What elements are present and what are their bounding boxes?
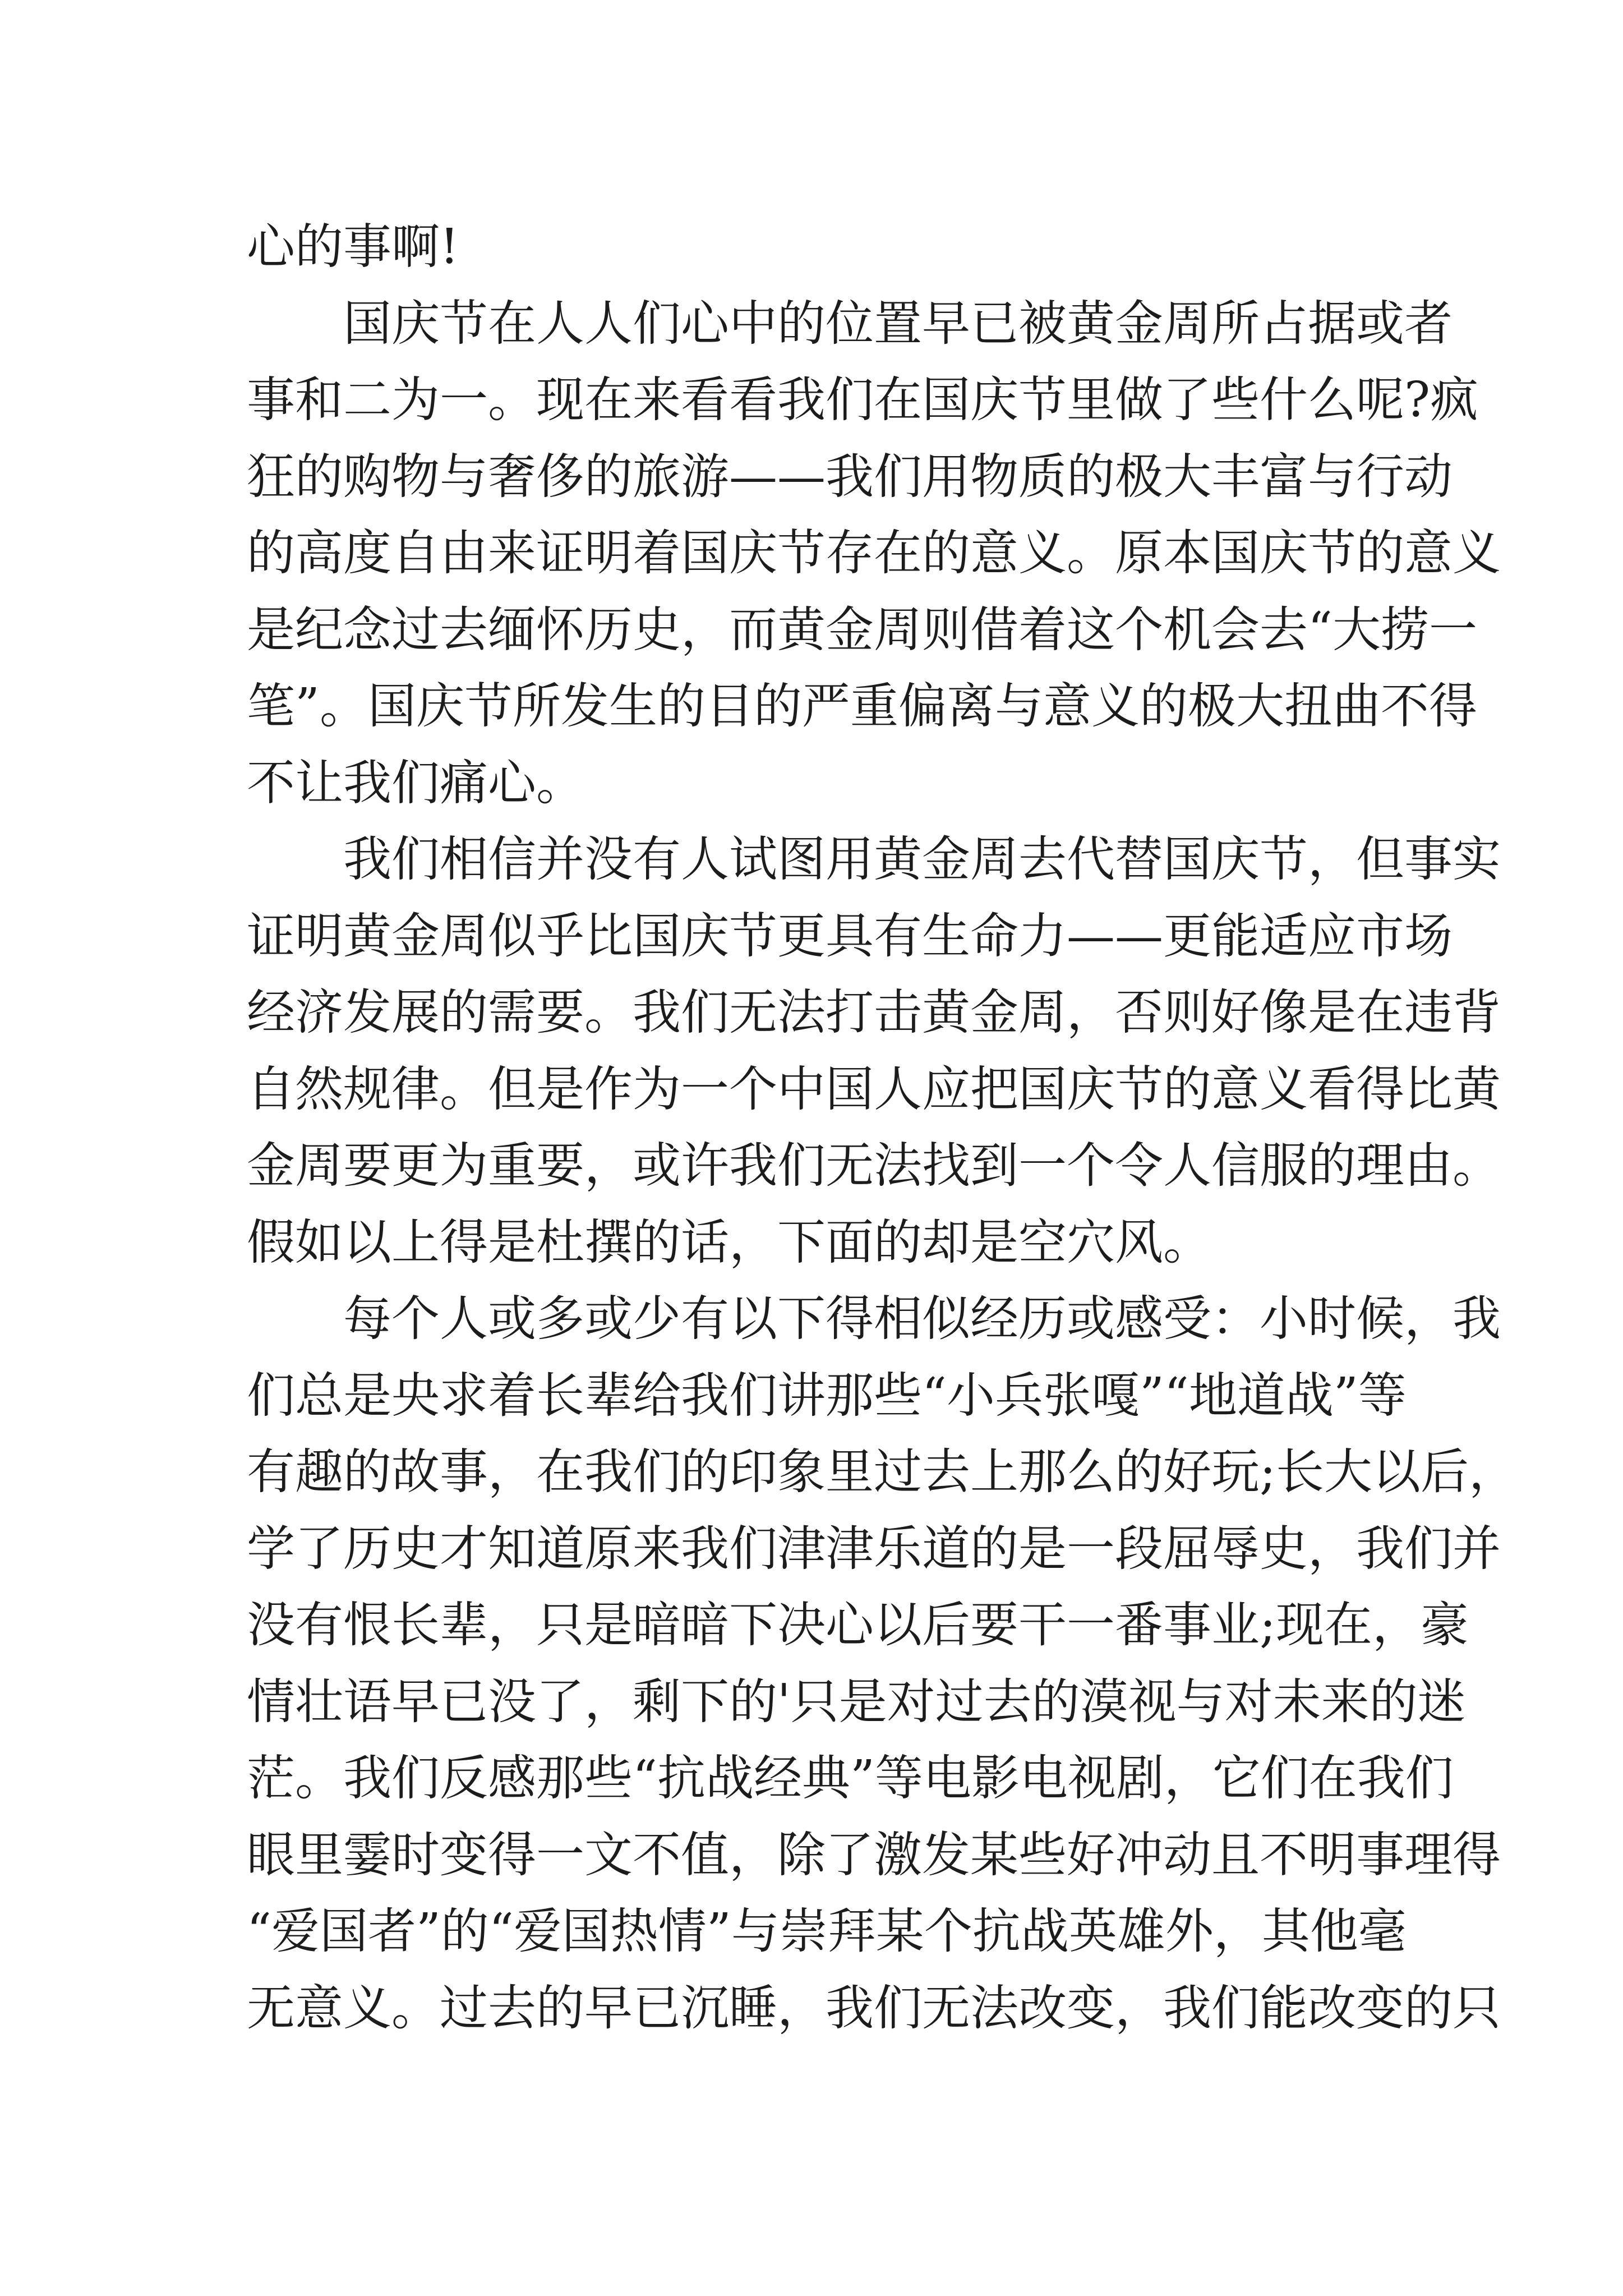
paragraph-3-line-1: 我们相信并没有人试图用黄金周去代替国庆节，但事实 (343, 831, 1501, 887)
paragraph-3-line-3: 经济发展的需要。我们无法打击黄金周，否则好像是在违背 (247, 984, 1501, 1041)
paragraph-4-line-4: 学了历史才知道原来我们津津乐道的是一段屈辱史，我们并 (247, 1520, 1501, 1577)
paragraph-2-line-2: 事和二为一。现在来看看我们在国庆节里做了些什么呢?疯 (247, 372, 1479, 428)
paragraph-4-line-5: 没有恨长辈，只是暗暗下决心以后要干一番事业;现在，豪 (247, 1597, 1469, 1653)
paragraph-4-line-7: 茫。我们反感那些“抗战经典”等电影电视剧，它们在我们 (247, 1750, 1454, 1806)
paragraph-2-line-4: 的高度自由来证明着国庆节存在的意义。原本国庆节的意义 (247, 525, 1501, 581)
paragraph-2-line-6: 笔”。国庆节所发生的目的严重偏离与意义的极大扭曲不得 (247, 678, 1477, 734)
paragraph-4-line-9: “爱国者”的“爱国热情”与崇拜某个抗战英雄外，其他毫 (247, 1903, 1407, 1959)
paragraph-1-line-1: 心的事啊! (247, 219, 459, 275)
paragraph-3-line-6: 假如以上得是杜撰的话，下面的却是空穴风。 (247, 1214, 1211, 1271)
paragraph-4-line-2: 们总是央求着长辈给我们讲那些“小兵张嘎”“地道战”等 (247, 1367, 1407, 1424)
paragraph-4-line-1: 每个人或多或少有以下得相似经历或感受：小时候，我 (343, 1291, 1501, 1347)
paragraph-3-line-2: 证明黄金周似乎比国庆节更具有生命力——更能适应市场 (247, 908, 1453, 964)
paragraph-2-line-7: 不让我们痛心。 (247, 754, 584, 811)
paragraph-4-line-8: 眼里霎时变得一文不值，除了激发某些好冲动且不明事理得 (247, 1826, 1501, 1883)
document-body (247, 209, 1517, 2046)
paragraph-3-line-5: 金周要更为重要，或许我们无法找到一个令人信服的理由。 (247, 1138, 1501, 1194)
paragraph-2-line-3: 狂的购物与奢侈的旅游——我们用物质的极大丰富与行动 (247, 448, 1453, 505)
paragraph-2-line-1: 国庆节在人人们心中的位置早已被黄金周所占据或者 (343, 295, 1453, 352)
paragraph-4-line-3: 有趣的故事，在我们的印象里过去上那么的好玩;长大以后， (247, 1444, 1517, 1500)
paragraph-4-line-10: 无意义。过去的早已沉睡，我们无法改变，我们能改变的只 (247, 1980, 1501, 2036)
paragraph-2-line-5: 是纪念过去缅怀历史，而黄金周则借着这个机会去“大捞一 (247, 601, 1477, 658)
paragraph-3-line-4: 自然规律。但是作为一个中国人应把国庆节的意义看得比黄 (247, 1061, 1501, 1117)
paragraph-4-line-6: 情壮语早已没了，剩下的'只是对过去的漠视与对未来的迷 (247, 1673, 1466, 1730)
